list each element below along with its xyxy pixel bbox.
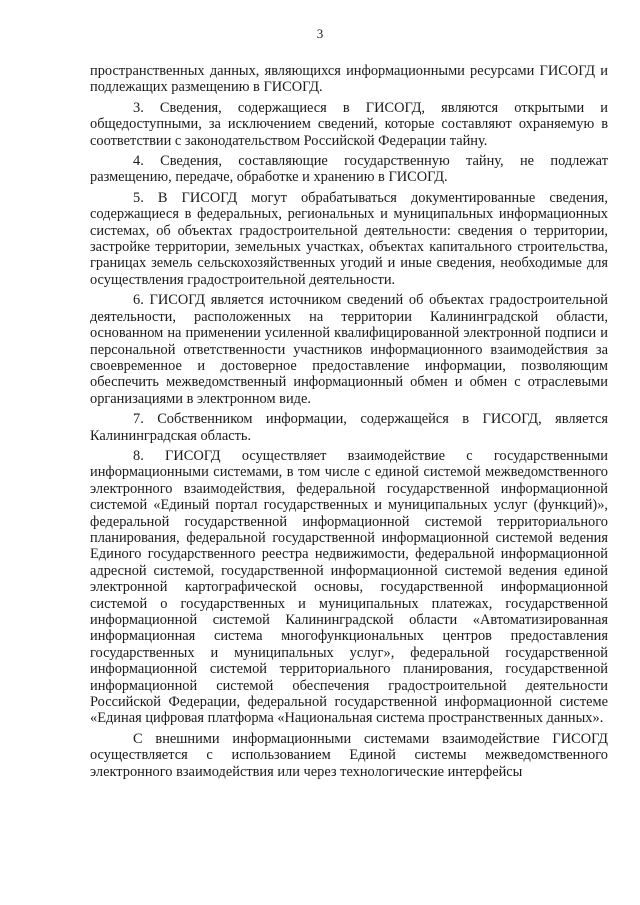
page-number: 3 (316, 26, 324, 41)
document-body (90, 63, 608, 784)
paragraph-5: 5. В ГИСОГД могут обрабатываться документированные сведения, содержащиеся в федеральных, региональных и муниципальных информационных системах, об объектах градостроительной деятельности: сведения о территории, застройке территории, земельных участках, объектах капитального строительства, границах земель сельскохозяйственных угодий и иные сведения, необходимые для осуществления градостроительной деятельности. (90, 189, 608, 288)
paragraph-8: 8. ГИСОГД осуществляет взаимодействие с государственными информационными системами, в том числе с единой системой межведомственного электронного взаимодействия, федеральной государственной информационной системой «Единый портал государственных и муниципальных услуг (функций)», федеральной государственной информационной системой территориального планирования, федеральной государственной информационной системой ведения Единого государственного реестра недвижимости, федеральной информационной адресной системой, государственной информационной системой ведения единой электронной картографической основы, государственной информационной системой о государственных и муниципальных платежах, государственной информационной системой Калининградской области «Автоматизированная информационная система многофункциональных центров предоставления государственных и муниципальных услуг», федеральной государственной информационной системой территориального планирования, государственной информационной системой обеспечения градостроительной деятельности Российской Федерации, федеральной государственной информационной системе «Единая цифровая платформа «Национальная система пространственных данных». (90, 447, 608, 727)
paragraph-7: 7. Собственником информации, содержащейся в ГИСОГД, является Калининградская область. (90, 411, 608, 444)
paragraph-4: 4. Сведения, составляющие государственную тайну, не подлежат размещению, передаче, обработке и хранению в ГИСОГД. (90, 153, 608, 186)
paragraph-8-external-systems: С внешними информационными системами взаимодействие ГИСОГД осуществляется с использованием Единой системы межведомственного электронного взаимодействия или через технологические интерфейсы (90, 730, 608, 780)
paragraph-6: 6. ГИСОГД является источником сведений об объектах градостроительной деятельности, расположенных на территории Калининградской области, основанном на применении усиленной квалифицированной электронной подписи и персональной ответственности участников информационного взаимодействия за своевременное и достоверное предоставление информации, позволяющим обеспечить межведомственный информационный обмен и обмен с отраслевыми организациями в электронном виде. (90, 292, 608, 407)
paragraph-continuation: пространственных данных, являющихся информационными ресурсами ГИСОГД и подлежащих размещению в ГИСОГД. (90, 63, 608, 96)
paragraph-3: 3. Сведения, содержащиеся в ГИСОГД, являются открытыми и общедоступными, за исключением сведений, которые составляют охраняемую в соответствии с законодательством Российской Федерации тайну. (90, 99, 608, 149)
